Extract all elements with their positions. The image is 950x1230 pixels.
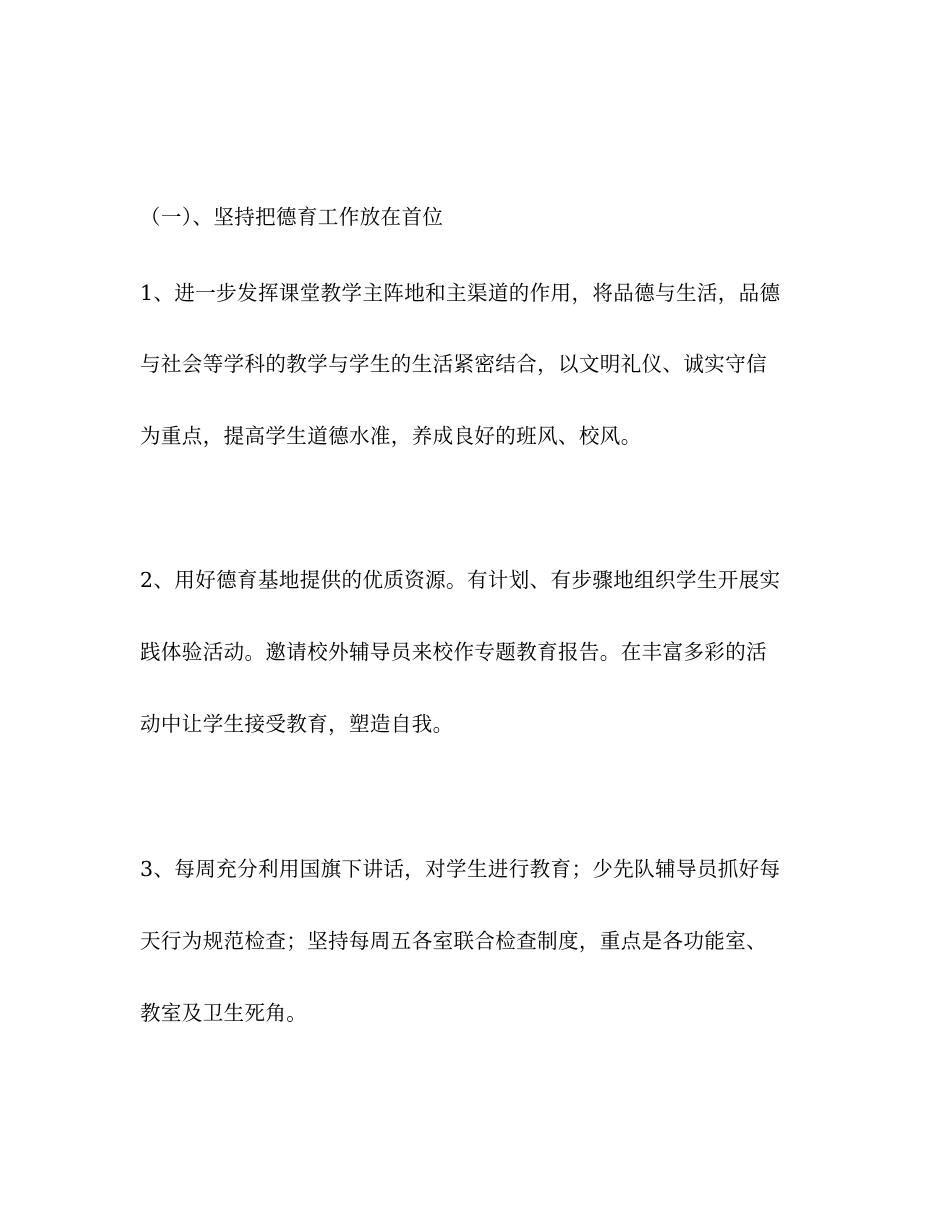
- paragraph-line: 教室及卫生死角。: [140, 1001, 308, 1025]
- paragraph-line: 2、用好德育基地提供的优质资源。有计划、有步骤地组织学生开展实: [140, 568, 781, 592]
- paragraph-line: 天行为规范检查；坚持每周五各室联合检查制度，重点是各功能室、: [140, 929, 767, 953]
- paragraph-line: 与社会等学科的教学与学生的生活紧密结合，以文明礼仪、诚实守信: [140, 352, 767, 376]
- paragraph-line: 动中让学生接受教育，塑造自我。: [140, 712, 454, 736]
- paragraph-line: 3、每周充分利用国旗下讲话，对学生进行教育；少先队辅导员抓好每: [140, 857, 781, 881]
- paragraph-line: 为重点，提高学生道德水准，养成良好的班风、校风。: [140, 424, 642, 448]
- paragraph-line: 践体验活动。邀请校外辅导员来校作专题教育报告。在丰富多彩的活: [140, 640, 767, 664]
- paragraph-line: 1、进一步发挥课堂教学主阵地和主渠道的作用，将品德与生活，品德: [140, 281, 781, 305]
- section-heading: （一）、坚持把德育工作放在首位: [140, 205, 444, 229]
